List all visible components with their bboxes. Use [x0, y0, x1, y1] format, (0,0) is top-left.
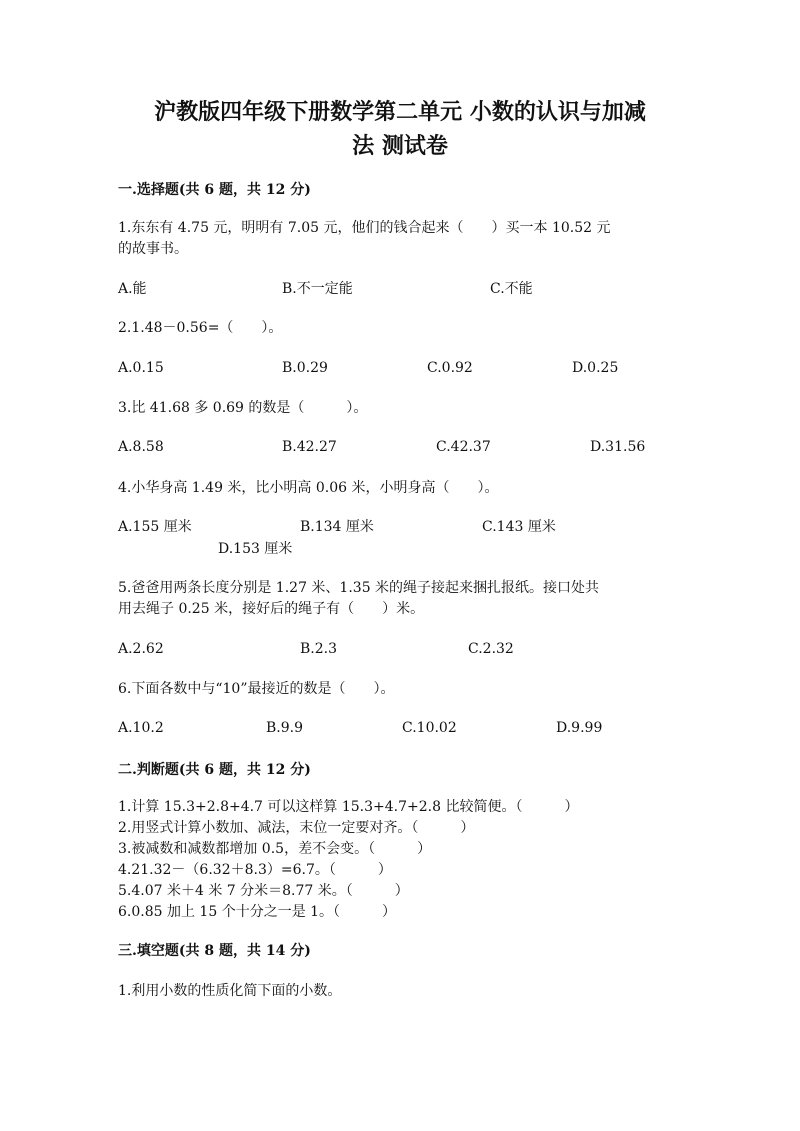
- option-c: C.10.02: [402, 720, 457, 736]
- judgement-item-1: 1.计算 15.3+2.8+4.7 可以这样算 15.3+4.7+2.8 比较简便。（ ）: [118, 799, 579, 815]
- question-2-options: [118, 358, 682, 398]
- question-5-line-1: 5.爸爸用两条长度分别是 1.27 米、1.35 米的绳子接起来捆扎报纸。接口处共: [118, 580, 600, 596]
- option-c: C.143 厘米: [482, 519, 556, 535]
- question-6-options: [118, 718, 682, 758]
- judgement-item-3: 3.被减数和减数都增加 0.5，差不会变。（ ）: [118, 841, 432, 857]
- option-d: D.31.56: [590, 439, 646, 455]
- question-6: 6.下面各数中与“10”最接近的数是（ ）。: [118, 681, 395, 697]
- option-c: C.2.32: [468, 641, 514, 657]
- option-a: A.10.2: [118, 720, 164, 736]
- judgement-item-6: 6.0.85 加上 15 个十分之一是 1。（ ）: [118, 904, 397, 920]
- question-3: 3.比 41.68 多 0.69 的数是（ ）。: [118, 400, 368, 416]
- question-1-line-2: 的故事书。: [118, 241, 188, 257]
- question-2: 2.1.48－0.56=（ ）。: [118, 320, 283, 336]
- judgement-item-5: 5.4.07 米＋4 米 7 分米＝8.77 米。（ ）: [118, 883, 409, 899]
- section-heading-choice: 一.选择题(共 6 题，共 12 分): [118, 182, 311, 198]
- question-4-options: [118, 517, 682, 561]
- question-5-options: [118, 639, 682, 679]
- option-d: D.9.99: [556, 720, 603, 736]
- option-d: D.0.25: [572, 360, 619, 376]
- question-5: [118, 578, 682, 620]
- question-1-line-1: 1.东东有 4.75 元，明明有 7.05 元，他们的钱合起来（ ）买一本 10.52 元: [118, 220, 611, 236]
- question-4: 4.小华身高 1.49 米，比小明高 0.06 米，小明身高（ ）。: [118, 480, 499, 496]
- option-a: A.0.15: [118, 360, 164, 376]
- question-1: [118, 218, 682, 260]
- question-5-line-2: 用去绳子 0.25 米，接好后的绳子有（ ）米。: [118, 601, 425, 617]
- judgement-item-2: 2.用竖式计算小数加、减法，末位一定要对齐。（ ）: [118, 820, 475, 836]
- question-3-options: [118, 437, 682, 477]
- title-line-1: 沪教版四年级下册数学第二单元 小数的认识与加减: [154, 99, 646, 125]
- option-b: B.2.3: [300, 641, 338, 657]
- option-a: A.8.58: [118, 439, 164, 455]
- option-b: B.134 厘米: [300, 519, 374, 535]
- question-1-options: [118, 279, 682, 319]
- option-b: B.0.29: [282, 360, 328, 376]
- option-d: D.153 厘米: [218, 541, 293, 557]
- option-a: A.155 厘米: [118, 519, 192, 535]
- page-title: [100, 95, 700, 163]
- option-b: B.42.27: [282, 439, 337, 455]
- section-heading-judgement: 二.判断题(共 6 题，共 12 分): [118, 762, 311, 778]
- option-b: B.9.9: [266, 720, 304, 736]
- option-a: A.能: [118, 281, 147, 297]
- fill-in-question-1: 1.利用小数的性质化简下面的小数。: [118, 983, 342, 999]
- option-a: A.2.62: [118, 641, 164, 657]
- option-b: B.不一定能: [282, 281, 353, 297]
- option-c: C.42.37: [436, 439, 491, 455]
- option-c: C.0.92: [427, 360, 473, 376]
- judgement-item-4: 4.21.32－（6.32＋8.3）=6.7。（ ）: [118, 862, 392, 878]
- title-line-2: 法 测试卷: [352, 133, 448, 159]
- section-heading-fill-in: 三.填空题(共 8 题，共 14 分): [118, 943, 311, 959]
- judgement-list: [118, 797, 682, 923]
- option-c: C.不能: [490, 281, 533, 297]
